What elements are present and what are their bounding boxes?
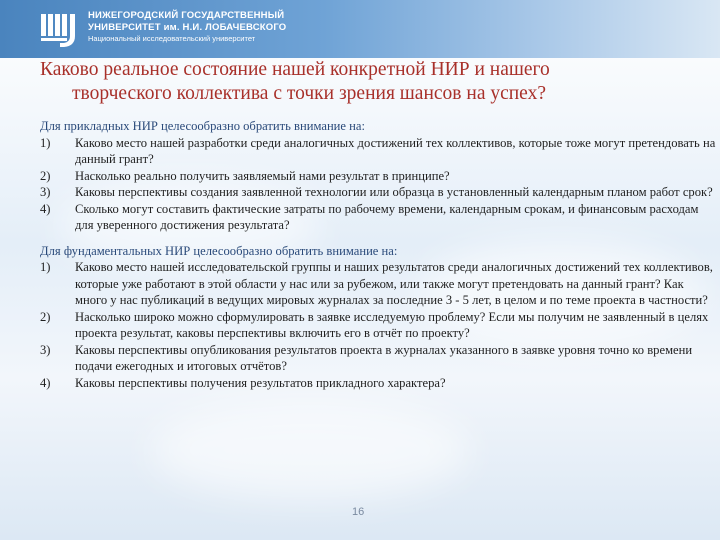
list-item <box>40 184 716 201</box>
list-item-number: 1) <box>40 135 51 150</box>
slide-body <box>40 118 716 391</box>
section-gap <box>40 234 716 243</box>
list-item <box>40 168 716 185</box>
unn-logo-icon <box>40 10 82 50</box>
list-item-number: 2) <box>40 168 51 183</box>
slide-title-line-2: творческого коллектива с точки зрения шансов на успех? <box>72 83 546 104</box>
list-item-text: Насколько реально получить заявляемый нами результат в принципе? <box>75 168 450 183</box>
page-number: 16 <box>352 506 365 518</box>
list-item <box>40 201 716 234</box>
list-item-text: Каково место нашей исследовательской группы и наших результатов среди аналогичных достижений тех коллективов, которые уже работают в этой области у нас или за рубежом, или также могут претендовать на данный грант? Как много у нас публикаций в ведущих мировых журналах за последние 3 - 5 лет, в целом и по теме проекта в частности? <box>75 260 713 307</box>
list-item-number: 4) <box>40 201 51 216</box>
list-item <box>40 375 716 392</box>
university-name <box>88 10 286 44</box>
list-item-text: Каковы перспективы получения результатов прикладного характера? <box>75 375 446 390</box>
list-item-number: 2) <box>40 309 51 324</box>
list-item <box>40 259 716 309</box>
list-item-number: 4) <box>40 375 51 390</box>
list-item-text: Каково место нашей разработки среди аналогичных достижений тех коллективов, которые тоже могут претендовать на данный грант? <box>75 135 716 166</box>
list-item-number: 1) <box>40 260 51 274</box>
slide-title-line-1: Каково реальное состояние нашей конкретной НИР и нашего <box>40 59 550 80</box>
header-banner <box>0 0 720 58</box>
university-line-3: Национальный исследовательский университет <box>88 34 256 43</box>
slide-title <box>40 58 700 106</box>
list-item-number: 3) <box>40 342 51 357</box>
university-line-2: УНИВЕРСИТЕТ им. Н.И. ЛОБАЧЕВСКОГО <box>88 22 287 33</box>
list-item-text: Сколько могут составить фактические затраты по рабочему времени, календарным срокам, и финансовым расходам для уверенного достижения результата? <box>75 201 699 232</box>
list-item <box>40 309 716 342</box>
list-item <box>40 342 716 375</box>
list-item-text: Каковы перспективы создания заявленной технологии или образца в установленный календарным планом работ срок? <box>75 185 713 199</box>
fundamental-intro: Для фундаментальных НИР целесообразно обратить внимание на: <box>40 243 398 258</box>
list-item <box>40 135 716 168</box>
university-line-1: НИЖЕГОРОДСКИЙ ГОСУДАРСТВЕННЫЙ <box>88 10 285 21</box>
list-item-text: Каковы перспективы опубликования результатов проекта в журналах указанного в заявке уровня точно ко времени подачи ежегодных и итоговых отчётов? <box>75 342 693 373</box>
list-item-text: Насколько широко можно сформулировать в заявке исследуемую проблему? Если мы получим не заявленный в целях проекта результат, каковы перспективы включить его в отчёт по проекту? <box>75 309 709 340</box>
applied-intro: Для прикладных НИР целесообразно обратить внимание на: <box>40 119 365 133</box>
list-item-number: 3) <box>40 185 51 199</box>
